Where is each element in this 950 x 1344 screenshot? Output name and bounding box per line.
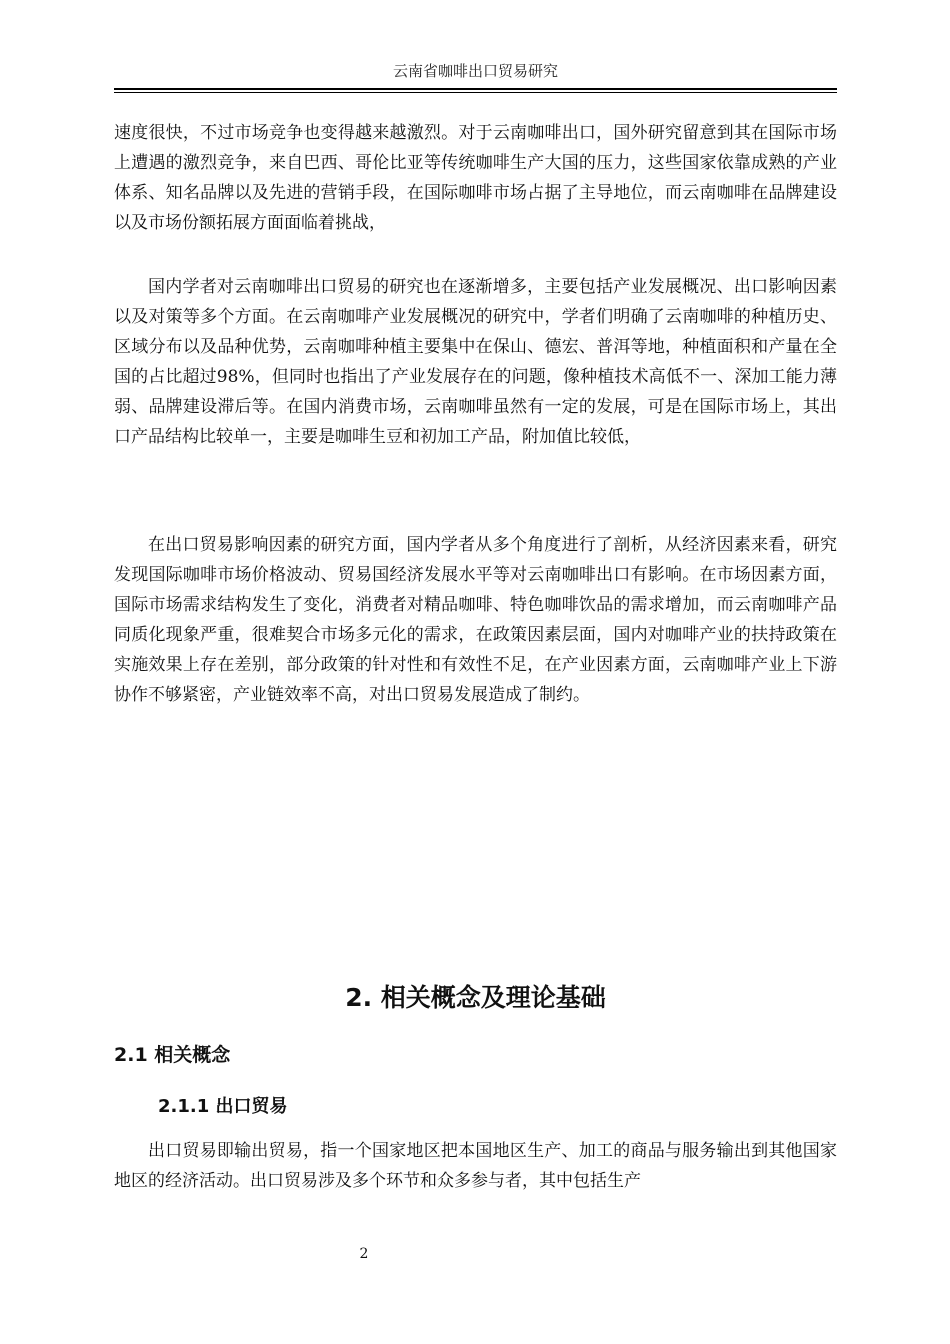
paragraph-1: 速度很快，不过市场竞争也变得越来越激烈。对于云南咖啡出口，国外研究留意到其在国际市场上遭遇的激烈竞争，来自巴西、哥伦比亚等传统咖啡生产大国的压力，这些国家依靠成熟的产业体系、知名品牌以及先进的营销手段，在国际咖啡市场占据了主导地位，而云南咖啡在品牌建设以及市场份额拓展方面面临着挑战， — [114, 123, 837, 233]
paragraph-4: 出口贸易即输出贸易，指一个国家地区把本国地区生产、加工的商品与服务输出到其他国家地区的经济活动。出口贸易涉及多个环节和众多参与者，其中包括生产 — [114, 1141, 837, 1191]
paragraph-3: 在出口贸易影响因素的研究方面，国内学者从多个角度进行了剖析，从经济因素来看，研究发现国际咖啡市场价格波动、贸易国经济发展水平等对云南咖啡出口有影响。在市场因素方面，国际市场需求结构发生了变化，消费者对精品咖啡、特色咖啡饮品的需求增加，而云南咖啡产品同质化现象严重，很难契合市场多元化的需求，在政策因素层面，国内对咖啡产业的扶持政策在实施效果上存在差别，部分政策的针对性和有效性不足，在产业因素方面，云南咖啡产业上下游协作不够紧密，产业链效率不高，对出口贸易发展造成了制约。 — [114, 535, 837, 705]
running-header: 云南省咖啡出口贸易研究 — [392, 62, 558, 80]
section-heading: 2.1 相关概念 — [114, 1044, 231, 1066]
header-rule-thick — [114, 88, 837, 90]
header-rule-thin — [114, 92, 837, 93]
paragraph-2: 国内学者对云南咖啡出口贸易的研究也在逐渐增多，主要包括产业发展概况、出口影响因素以及对策等多个方面。在云南咖啡产业发展概况的研究中，学者们明确了云南咖啡的种植历史、区域分布以及品种优势，云南咖啡种植主要集中在保山、德宏、普洱等地，种植面积和产量在全国的占比超过98%，但同时也指出了产业发展存在的问题，像种植技术高低不一、深加工能力薄弱、品牌建设滞后等。在国内消费市场，云南咖啡虽然有一定的发展，可是在国际市场上，其出口产品结构比较单一，主要是咖啡生豆和初加工产品，附加值比较低， — [114, 277, 837, 447]
subsection-heading: 2.1.1 出口贸易 — [158, 1096, 288, 1117]
page-number: 2 — [359, 1246, 369, 1262]
chapter-title: 2. 相关概念及理论基础 — [345, 983, 606, 1012]
